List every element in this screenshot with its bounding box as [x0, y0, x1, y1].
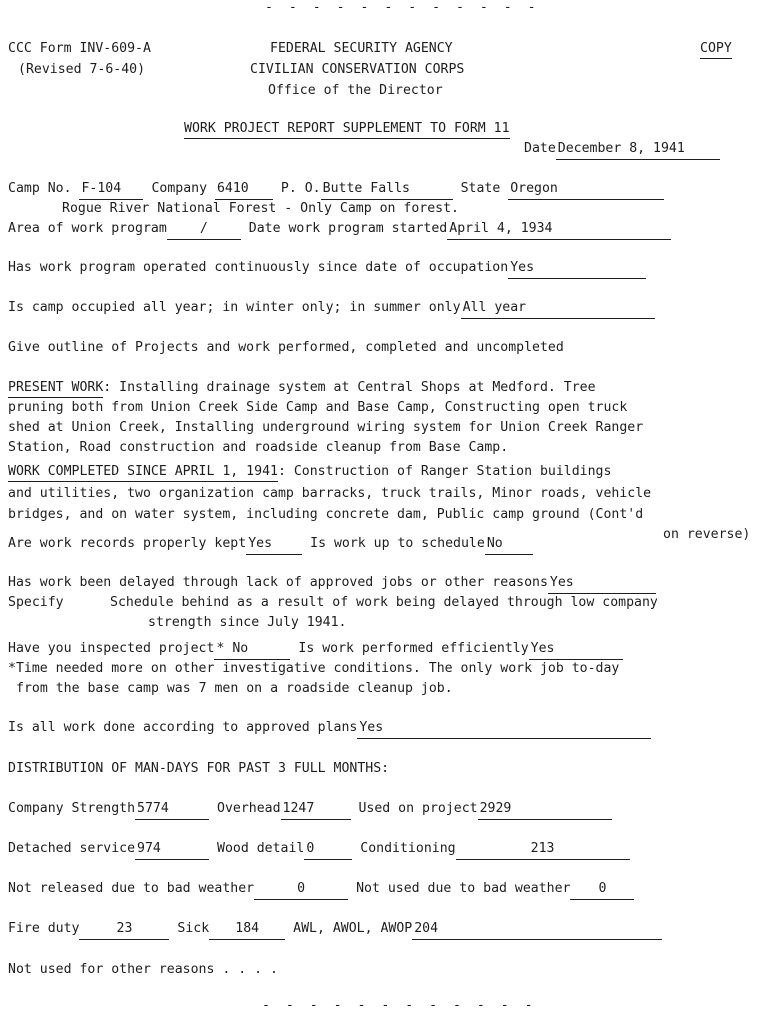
po-label: P. O.: [280, 181, 321, 196]
form-revised: (Revised 7-6-40): [18, 62, 146, 77]
agency-name: FEDERAL SECURITY AGENCY: [270, 41, 453, 56]
inspected-line: [8, 641, 623, 660]
footnote-text-1: *Time needed more on other investigative conditions. The only work job to-day: [8, 661, 620, 676]
not-released-value: 0: [254, 881, 348, 900]
not-used-label: Not used due to bad weather: [356, 881, 571, 896]
occupied-value: All year: [461, 300, 655, 319]
copy-stamp-wrap: [700, 41, 732, 59]
not-used-value: 0: [570, 881, 634, 900]
state-label: State: [460, 181, 501, 196]
records-line: [8, 536, 533, 555]
continuous-label: Has work program operated continuously since date of occupation: [8, 260, 509, 275]
used-value: 2929: [478, 801, 612, 820]
specify-label: Specify: [8, 595, 64, 610]
overhead-label: Overhead: [217, 801, 281, 816]
footnote-text-2: from the base camp was 7 men on a roadside cleanup job.: [16, 681, 453, 696]
delayed-value: Yes: [548, 575, 656, 594]
plans-line: [8, 720, 651, 739]
not-released-label: Not released due to bad weather: [8, 881, 255, 896]
occupied-line: [8, 300, 655, 319]
fire-value: 23: [79, 921, 169, 940]
camp-no-label: Camp No.: [8, 181, 72, 196]
detached-label: Detached service: [8, 841, 136, 856]
present-line-1: [8, 380, 596, 398]
camp-line: [8, 181, 664, 200]
man-days-row-4: [8, 921, 662, 940]
records-value: Yes: [246, 536, 302, 555]
awl-value: 204: [412, 921, 662, 940]
present-text-2: pruning both from Union Creek Side Camp and Base Camp, Constructing open truck: [8, 400, 628, 415]
state-value: Oregon: [508, 181, 664, 200]
man-days-row-2: [8, 841, 630, 860]
completed-line-1: [8, 464, 611, 482]
started-value: April 4, 1934: [447, 221, 671, 240]
started-label: Date work program started: [248, 221, 448, 236]
continuous-line: [8, 260, 646, 279]
completed-text-1: : Construction of Ranger Station buildings: [277, 464, 612, 479]
detached-value: 974: [135, 841, 209, 860]
efficient-label: Is work performed efficiently: [298, 641, 529, 656]
po-value: Butte Falls: [321, 181, 453, 200]
present-text-3: shed at Union Creek, Installing underground wiring system for Union Creek Ranger: [8, 420, 644, 435]
overhead-value: 1247: [281, 801, 351, 820]
top-dash-rule: - - - - - - - - - - - -: [265, 0, 540, 15]
bottom-dash-rule: - - - - - - - - - - - -: [262, 998, 537, 1013]
schedule-label: Is work up to schedule: [310, 536, 485, 551]
wood-label: Wood detail: [217, 841, 305, 856]
office-name: Office of the Director: [268, 83, 443, 98]
form-id: CCC Form INV-609-A: [8, 41, 151, 56]
corps-name: CIVILIAN CONSERVATION CORPS: [250, 62, 465, 77]
delayed-line: [8, 575, 656, 594]
inspected-value: * No: [214, 641, 290, 660]
area-value: /: [167, 221, 241, 240]
strength-value: 5774: [135, 801, 209, 820]
specify-text-2: strength since July 1941.: [148, 615, 347, 630]
present-work-heading: PRESENT WORK: [8, 380, 103, 398]
area-line: [8, 221, 671, 240]
occupied-label: Is camp occupied all year; in winter only; in summer only: [8, 300, 461, 315]
efficient-value: Yes: [529, 641, 623, 660]
date-line: [524, 141, 720, 160]
specify-text-1: Schedule behind as a result of work being delayed through low company: [110, 595, 658, 610]
delayed-label: Has work been delayed through lack of approved jobs or other reasons: [8, 575, 548, 590]
sick-label: Sick: [177, 921, 210, 936]
plans-label: Is all work done according to approved plans: [8, 720, 358, 735]
copy-stamp: COPY: [700, 41, 732, 59]
work-completed-heading: WORK COMPLETED SINCE APRIL 1, 1941: [8, 464, 278, 482]
plans-value: Yes: [357, 720, 651, 739]
company-value: 6410: [215, 181, 273, 200]
awl-label: AWL, AWOL, AWOP: [293, 921, 413, 936]
report-title-wrap: [184, 121, 510, 139]
present-text-4: Station, Road construction and roadside cleanup from Base Camp.: [8, 440, 509, 455]
on-reverse-note: on reverse): [663, 527, 751, 542]
company-label: Company: [151, 181, 208, 196]
fire-label: Fire duty: [8, 921, 80, 936]
conditioning-value: 213: [456, 841, 630, 860]
outline-label: Give outline of Projects and work performed, completed and uncompleted: [8, 340, 564, 355]
records-label: Are work records properly kept: [8, 536, 247, 551]
wood-value: 0: [304, 841, 352, 860]
area-label: Area of work program: [8, 221, 167, 236]
completed-text-3: bridges, and on water system, including concrete dam, Public camp ground (Cont'd: [8, 507, 644, 522]
man-days-row-3: [8, 881, 634, 900]
inspected-label: Have you inspected project: [8, 641, 215, 656]
conditioning-label: Conditioning: [360, 841, 456, 856]
sick-value: 184: [209, 921, 285, 940]
strength-label: Company Strength: [8, 801, 136, 816]
completed-text-2: and utilities, two organization camp barracks, truck trails, Minor roads, vehicle: [8, 486, 652, 501]
man-days-row-1: [8, 801, 612, 820]
date-label: Date: [524, 141, 556, 156]
camp-no-value: F-104: [79, 181, 143, 200]
schedule-value: No: [485, 536, 533, 555]
continuous-value: Yes: [508, 260, 646, 279]
date-value: December 8, 1941: [556, 141, 720, 160]
report-title: WORK PROJECT REPORT SUPPLEMENT TO FORM 11: [184, 121, 510, 139]
present-text-1: : Installing drainage system at Central Shops at Medford. Tree: [103, 380, 596, 395]
forest-note: Rogue River National Forest - Only Camp on forest.: [62, 201, 459, 216]
distribution-heading: DISTRIBUTION OF MAN-DAYS FOR PAST 3 FULL MONTHS:: [8, 761, 390, 776]
other-reasons-label: Not used for other reasons . . . .: [8, 962, 278, 977]
used-label: Used on project: [358, 801, 478, 816]
